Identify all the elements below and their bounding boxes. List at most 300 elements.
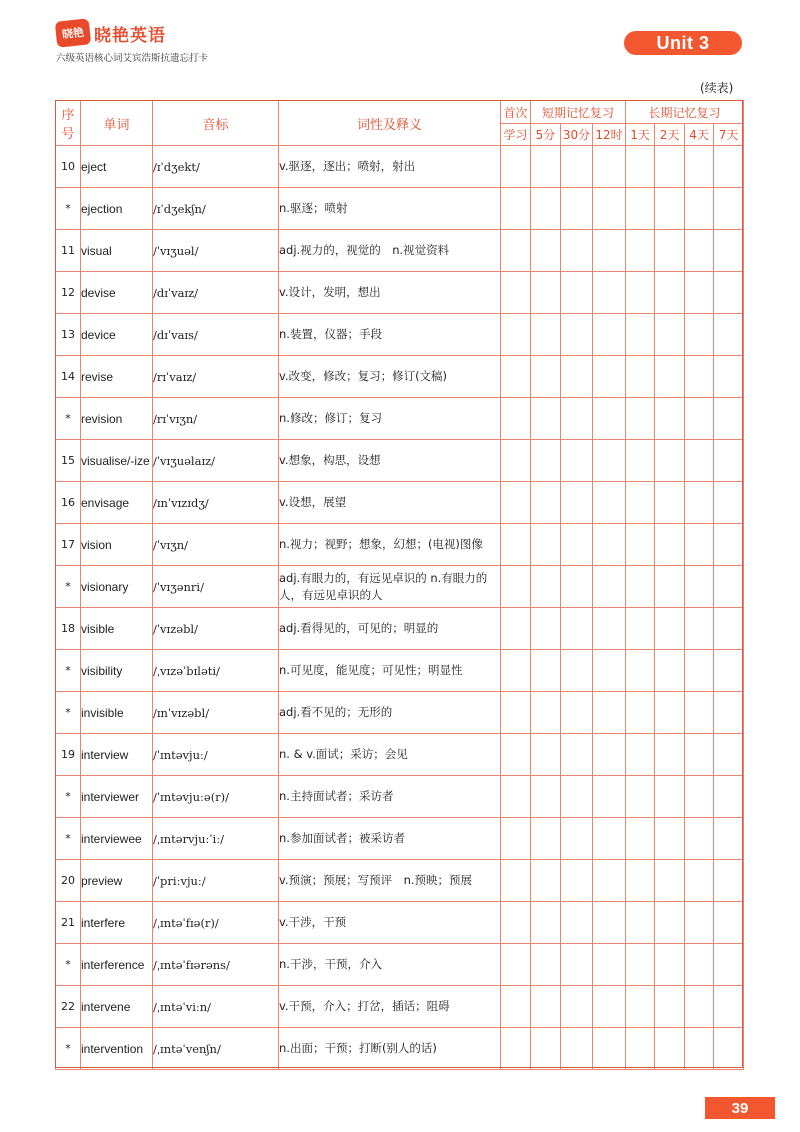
review-checkbox-cell[interactable] [501, 566, 531, 608]
review-checkbox-cell[interactable] [501, 860, 531, 902]
row-phonetic: /ɪnˈvɪzəbl/ [153, 692, 279, 734]
review-checkbox-cell[interactable] [593, 860, 626, 902]
review-checkbox-cell[interactable] [501, 608, 531, 650]
unit-badge: Unit 3 [624, 31, 742, 55]
brand-logo [56, 20, 166, 46]
review-checkbox-cell[interactable] [655, 482, 685, 524]
table-row [56, 146, 744, 188]
review-checkbox-cell[interactable] [685, 146, 714, 188]
review-checkbox-cell[interactable] [655, 230, 685, 272]
review-checkbox-cell[interactable] [531, 986, 561, 1028]
table-row [56, 734, 744, 776]
review-checkbox-cell[interactable] [714, 482, 744, 524]
header-5min: 5分 [531, 124, 561, 146]
review-checkbox-cell[interactable] [531, 440, 561, 482]
row-phonetic: /ˌvɪzəˈbɪləti/ [153, 650, 279, 692]
row-phonetic: /ˌɪntəˈvenʃn/ [153, 1028, 279, 1070]
review-checkbox-cell[interactable] [501, 776, 531, 818]
review-checkbox-cell[interactable] [593, 776, 626, 818]
review-checkbox-cell[interactable] [593, 146, 626, 188]
row-number: 20 [56, 860, 81, 902]
table-row [56, 440, 744, 482]
table-row [56, 482, 744, 524]
review-checkbox-cell[interactable] [714, 272, 744, 314]
review-checkbox-cell[interactable] [501, 440, 531, 482]
brand-name: 晓艳英语 [94, 25, 166, 46]
table-row [56, 776, 744, 818]
review-checkbox-cell[interactable] [561, 188, 593, 230]
review-checkbox-cell[interactable] [626, 314, 655, 356]
review-checkbox-cell[interactable] [593, 356, 626, 398]
table-row [56, 1028, 744, 1070]
review-checkbox-cell[interactable] [531, 524, 561, 566]
review-checkbox-cell[interactable] [714, 776, 744, 818]
table-row [56, 356, 744, 398]
row-phonetic: /ˌɪntərvjuːˈiː/ [153, 818, 279, 860]
review-checkbox-cell[interactable] [685, 608, 714, 650]
row-meaning: n. & v.面试；采访；会见 [279, 734, 501, 776]
review-checkbox-cell[interactable] [626, 440, 655, 482]
review-checkbox-cell[interactable] [593, 608, 626, 650]
table-row [56, 608, 744, 650]
review-checkbox-cell[interactable] [501, 188, 531, 230]
review-checkbox-cell[interactable] [561, 818, 593, 860]
review-checkbox-cell[interactable] [626, 566, 655, 608]
header-first-study: 学习 [501, 124, 531, 146]
review-checkbox-cell[interactable] [501, 482, 531, 524]
review-checkbox-cell[interactable] [593, 398, 626, 440]
review-checkbox-cell[interactable] [561, 986, 593, 1028]
review-checkbox-cell[interactable] [593, 188, 626, 230]
review-checkbox-cell[interactable] [501, 986, 531, 1028]
review-checkbox-cell[interactable] [531, 188, 561, 230]
review-checkbox-cell[interactable] [714, 314, 744, 356]
review-checkbox-cell[interactable] [626, 818, 655, 860]
review-checkbox-cell[interactable] [626, 356, 655, 398]
review-checkbox-cell[interactable] [655, 986, 685, 1028]
row-word: visualise/-ize [81, 440, 153, 482]
row-phonetic: /ˈpriːvjuː/ [153, 860, 279, 902]
review-checkbox-cell[interactable] [593, 692, 626, 734]
row-phonetic: /ˈvɪʒuəl/ [153, 230, 279, 272]
row-number: * [56, 944, 81, 986]
row-phonetic: /ɪˈdʒekt/ [153, 146, 279, 188]
review-checkbox-cell[interactable] [655, 314, 685, 356]
review-checkbox-cell[interactable] [593, 986, 626, 1028]
review-checkbox-cell[interactable] [593, 734, 626, 776]
row-phonetic: /dɪˈvaɪz/ [153, 272, 279, 314]
row-word: interference [81, 944, 153, 986]
header-short-term: 短期记忆复习 [531, 101, 626, 124]
review-checkbox-cell[interactable] [685, 566, 714, 608]
table-row [56, 902, 744, 944]
review-checkbox-cell[interactable] [561, 734, 593, 776]
review-checkbox-cell[interactable] [593, 230, 626, 272]
review-checkbox-cell[interactable] [593, 1028, 626, 1070]
review-checkbox-cell[interactable] [593, 524, 626, 566]
table-row [56, 986, 744, 1028]
review-checkbox-cell[interactable] [501, 902, 531, 944]
review-checkbox-cell[interactable] [685, 482, 714, 524]
review-checkbox-cell[interactable] [626, 398, 655, 440]
row-phonetic: /dɪˈvaɪs/ [153, 314, 279, 356]
row-meaning: adj.看得见的，可见的；明显的 [279, 608, 501, 650]
row-word: interfere [81, 902, 153, 944]
row-meaning: n.修改；修订；复习 [279, 398, 501, 440]
review-checkbox-cell[interactable] [626, 734, 655, 776]
table-row [56, 188, 744, 230]
row-phonetic: /ˌɪntəˈfɪərəns/ [153, 944, 279, 986]
review-checkbox-cell[interactable] [561, 692, 593, 734]
header-word: 单词 [81, 101, 153, 146]
review-checkbox-cell[interactable] [655, 440, 685, 482]
row-word: intervention [81, 1028, 153, 1070]
header-seq: 序号 [56, 101, 81, 146]
row-meaning: n.装置，仪器；手段 [279, 314, 501, 356]
table-row [56, 692, 744, 734]
row-meaning: n.参加面试者；被采访者 [279, 818, 501, 860]
row-number: 19 [56, 734, 81, 776]
row-phonetic: /ɪnˈvɪzɪdʒ/ [153, 482, 279, 524]
review-checkbox-cell[interactable] [714, 902, 744, 944]
table-row [56, 524, 744, 566]
row-word: interviewee [81, 818, 153, 860]
review-checkbox-cell[interactable] [655, 734, 685, 776]
row-number: 18 [56, 608, 81, 650]
review-checkbox-cell[interactable] [561, 944, 593, 986]
review-checkbox-cell[interactable] [655, 608, 685, 650]
review-checkbox-cell[interactable] [626, 650, 655, 692]
review-checkbox-cell[interactable] [714, 230, 744, 272]
review-checkbox-cell[interactable] [655, 398, 685, 440]
review-checkbox-cell[interactable] [714, 944, 744, 986]
row-meaning: v.干涉，干预 [279, 902, 501, 944]
review-checkbox-cell[interactable] [593, 566, 626, 608]
review-checkbox-cell[interactable] [685, 776, 714, 818]
review-checkbox-cell[interactable] [714, 398, 744, 440]
review-checkbox-cell[interactable] [561, 314, 593, 356]
review-checkbox-cell[interactable] [561, 440, 593, 482]
review-checkbox-cell[interactable] [561, 356, 593, 398]
review-checkbox-cell[interactable] [501, 1028, 531, 1070]
review-checkbox-cell[interactable] [714, 650, 744, 692]
review-checkbox-cell[interactable] [593, 944, 626, 986]
review-checkbox-cell[interactable] [685, 272, 714, 314]
review-checkbox-cell[interactable] [626, 146, 655, 188]
review-checkbox-cell[interactable] [593, 272, 626, 314]
row-number: 22 [56, 986, 81, 1028]
review-checkbox-cell[interactable] [501, 146, 531, 188]
review-checkbox-cell[interactable] [626, 482, 655, 524]
row-word: visionary [81, 566, 153, 608]
table-row [56, 944, 744, 986]
review-checkbox-cell[interactable] [626, 1028, 655, 1070]
review-checkbox-cell[interactable] [531, 398, 561, 440]
row-phonetic: /ˌɪntəˈfɪə(r)/ [153, 902, 279, 944]
row-number: 10 [56, 146, 81, 188]
header-2day: 2天 [655, 124, 685, 146]
table-row [56, 650, 744, 692]
review-checkbox-cell[interactable] [685, 356, 714, 398]
row-phonetic: /ˈɪntəvjuːə(r)/ [153, 776, 279, 818]
continued-label: (续表) [700, 81, 734, 95]
row-phonetic: /rɪˈvaɪz/ [153, 356, 279, 398]
review-checkbox-cell[interactable] [655, 776, 685, 818]
review-checkbox-cell[interactable] [626, 230, 655, 272]
row-phonetic: /ˈvɪʒənri/ [153, 566, 279, 608]
review-checkbox-cell[interactable] [531, 482, 561, 524]
row-number: 13 [56, 314, 81, 356]
row-number: 16 [56, 482, 81, 524]
row-number: * [56, 776, 81, 818]
review-checkbox-cell[interactable] [714, 860, 744, 902]
review-checkbox-cell[interactable] [685, 692, 714, 734]
review-checkbox-cell[interactable] [714, 566, 744, 608]
row-word: intervene [81, 986, 153, 1028]
review-checkbox-cell[interactable] [714, 440, 744, 482]
review-checkbox-cell[interactable] [685, 440, 714, 482]
table-row [56, 566, 744, 608]
review-checkbox-cell[interactable] [531, 650, 561, 692]
review-checkbox-cell[interactable] [561, 566, 593, 608]
review-checkbox-cell[interactable] [626, 272, 655, 314]
review-checkbox-cell[interactable] [655, 650, 685, 692]
row-meaning: n.干涉，干预，介入 [279, 944, 501, 986]
header-12hr: 12时 [593, 124, 626, 146]
row-word: invisible [81, 692, 153, 734]
review-checkbox-cell[interactable] [685, 188, 714, 230]
row-meaning: adj.有眼力的，有远见卓识的 n.有眼力的人，有远见卓识的人 [279, 566, 501, 608]
review-checkbox-cell[interactable] [626, 860, 655, 902]
review-checkbox-cell[interactable] [685, 524, 714, 566]
review-checkbox-cell[interactable] [655, 356, 685, 398]
review-checkbox-cell[interactable] [531, 1028, 561, 1070]
header-phonetic: 音标 [153, 101, 279, 146]
review-checkbox-cell[interactable] [561, 482, 593, 524]
row-number: 14 [56, 356, 81, 398]
row-phonetic: /ˈvɪʒn/ [153, 524, 279, 566]
row-meaning: n.驱逐；喷射 [279, 188, 501, 230]
row-word: visibility [81, 650, 153, 692]
review-checkbox-cell[interactable] [561, 146, 593, 188]
review-checkbox-cell[interactable] [655, 818, 685, 860]
review-checkbox-cell[interactable] [593, 440, 626, 482]
row-number: 17 [56, 524, 81, 566]
review-checkbox-cell[interactable] [531, 818, 561, 860]
review-checkbox-cell[interactable] [626, 986, 655, 1028]
review-checkbox-cell[interactable] [714, 188, 744, 230]
row-number: * [56, 650, 81, 692]
review-checkbox-cell[interactable] [685, 230, 714, 272]
row-number: * [56, 818, 81, 860]
review-checkbox-cell[interactable] [561, 398, 593, 440]
table-row [56, 398, 744, 440]
review-checkbox-cell[interactable] [685, 398, 714, 440]
row-meaning: v.改变，修改；复习；修订(文稿) [279, 356, 501, 398]
table-row [56, 272, 744, 314]
review-checkbox-cell[interactable] [714, 608, 744, 650]
review-checkbox-cell[interactable] [655, 188, 685, 230]
review-checkbox-cell[interactable] [685, 944, 714, 986]
review-checkbox-cell[interactable] [714, 986, 744, 1028]
review-checkbox-cell[interactable] [561, 524, 593, 566]
review-checkbox-cell[interactable] [501, 818, 531, 860]
review-checkbox-cell[interactable] [561, 860, 593, 902]
table-row [56, 314, 744, 356]
review-checkbox-cell[interactable] [531, 230, 561, 272]
review-checkbox-cell[interactable] [501, 524, 531, 566]
review-checkbox-cell[interactable] [531, 314, 561, 356]
review-checkbox-cell[interactable] [531, 272, 561, 314]
review-checkbox-cell[interactable] [714, 356, 744, 398]
review-checkbox-cell[interactable] [714, 524, 744, 566]
review-checkbox-cell[interactable] [626, 608, 655, 650]
review-checkbox-cell[interactable] [685, 818, 714, 860]
review-checkbox-cell[interactable] [655, 524, 685, 566]
logo-badge-icon: 晓艳 [55, 18, 92, 47]
row-number: 15 [56, 440, 81, 482]
review-checkbox-cell[interactable] [593, 818, 626, 860]
review-checkbox-cell[interactable] [531, 608, 561, 650]
row-phonetic: /ˈvɪzəbl/ [153, 608, 279, 650]
header-1day: 1天 [626, 124, 655, 146]
row-word: revision [81, 398, 153, 440]
review-checkbox-cell[interactable] [685, 1028, 714, 1070]
row-meaning: v.干预，介入；打岔，插话；阻碍 [279, 986, 501, 1028]
row-word: revise [81, 356, 153, 398]
review-checkbox-cell[interactable] [655, 860, 685, 902]
review-checkbox-cell[interactable] [685, 902, 714, 944]
review-checkbox-cell[interactable] [714, 1028, 744, 1070]
vocab-table [55, 100, 744, 1070]
review-checkbox-cell[interactable] [655, 146, 685, 188]
review-checkbox-cell[interactable] [501, 398, 531, 440]
review-checkbox-cell[interactable] [501, 230, 531, 272]
row-meaning: v.设计，发明，想出 [279, 272, 501, 314]
table-header-row [56, 101, 744, 124]
row-word: eject [81, 146, 153, 188]
review-checkbox-cell[interactable] [685, 986, 714, 1028]
row-number: * [56, 188, 81, 230]
review-checkbox-cell[interactable] [714, 692, 744, 734]
review-checkbox-cell[interactable] [531, 776, 561, 818]
review-checkbox-cell[interactable] [626, 692, 655, 734]
row-meaning: v.驱逐，逐出；喷射，射出 [279, 146, 501, 188]
review-checkbox-cell[interactable] [655, 902, 685, 944]
row-number: 11 [56, 230, 81, 272]
book-subtitle: 六级英语核心词艾宾浩斯抗遗忘打卡 [56, 53, 209, 64]
row-word: devise [81, 272, 153, 314]
review-checkbox-cell[interactable] [501, 314, 531, 356]
row-number: 12 [56, 272, 81, 314]
row-word: vision [81, 524, 153, 566]
review-checkbox-cell[interactable] [531, 944, 561, 986]
row-word: envisage [81, 482, 153, 524]
review-checkbox-cell[interactable] [561, 1028, 593, 1070]
row-phonetic: /ˈɪntəvjuː/ [153, 734, 279, 776]
review-checkbox-cell[interactable] [501, 692, 531, 734]
header-30min: 30分 [561, 124, 593, 146]
review-checkbox-cell[interactable] [685, 734, 714, 776]
row-number: 21 [56, 902, 81, 944]
row-word: device [81, 314, 153, 356]
review-checkbox-cell[interactable] [685, 860, 714, 902]
review-checkbox-cell[interactable] [561, 272, 593, 314]
header-7day: 7天 [714, 124, 744, 146]
review-checkbox-cell[interactable] [561, 608, 593, 650]
review-checkbox-cell[interactable] [714, 818, 744, 860]
review-checkbox-cell[interactable] [501, 272, 531, 314]
review-checkbox-cell[interactable] [593, 482, 626, 524]
review-checkbox-cell[interactable] [655, 1028, 685, 1070]
row-meaning: v.设想，展望 [279, 482, 501, 524]
review-checkbox-cell[interactable] [531, 692, 561, 734]
review-checkbox-cell[interactable] [626, 776, 655, 818]
review-checkbox-cell[interactable] [561, 776, 593, 818]
review-checkbox-cell[interactable] [714, 146, 744, 188]
review-checkbox-cell[interactable] [531, 734, 561, 776]
review-checkbox-cell[interactable] [685, 650, 714, 692]
review-checkbox-cell[interactable] [626, 188, 655, 230]
row-meaning: v.预演；预展；写预评 n.预映；预展 [279, 860, 501, 902]
table-row [56, 860, 744, 902]
review-checkbox-cell[interactable] [531, 860, 561, 902]
review-checkbox-cell[interactable] [561, 230, 593, 272]
review-checkbox-cell[interactable] [501, 650, 531, 692]
review-checkbox-cell[interactable] [626, 944, 655, 986]
review-checkbox-cell[interactable] [714, 734, 744, 776]
row-word: preview [81, 860, 153, 902]
review-checkbox-cell[interactable] [655, 944, 685, 986]
row-phonetic: /ˌɪntəˈviːn/ [153, 986, 279, 1028]
review-checkbox-cell[interactable] [655, 566, 685, 608]
row-number: * [56, 692, 81, 734]
review-checkbox-cell[interactable] [626, 902, 655, 944]
review-checkbox-cell[interactable] [501, 356, 531, 398]
row-word: visual [81, 230, 153, 272]
row-meaning: n.主持面试者；采访者 [279, 776, 501, 818]
row-word: visible [81, 608, 153, 650]
review-checkbox-cell[interactable] [655, 692, 685, 734]
row-phonetic: /ɪˈdʒekʃn/ [153, 188, 279, 230]
review-checkbox-cell[interactable] [593, 902, 626, 944]
row-number: * [56, 1028, 81, 1070]
review-checkbox-cell[interactable] [655, 272, 685, 314]
row-number: * [56, 566, 81, 608]
header-long-term: 长期记忆复习 [626, 101, 744, 124]
review-checkbox-cell[interactable] [561, 650, 593, 692]
review-checkbox-cell[interactable] [685, 314, 714, 356]
review-checkbox-cell[interactable] [561, 902, 593, 944]
row-word: interviewer [81, 776, 153, 818]
row-meaning: adj.看不见的；无形的 [279, 692, 501, 734]
row-word: interview [81, 734, 153, 776]
header-meaning: 词性及释义 [279, 101, 501, 146]
review-checkbox-cell[interactable] [531, 146, 561, 188]
review-checkbox-cell[interactable] [626, 524, 655, 566]
review-checkbox-cell[interactable] [531, 566, 561, 608]
review-checkbox-cell[interactable] [501, 944, 531, 986]
review-checkbox-cell[interactable] [501, 734, 531, 776]
row-phonetic: /ˈvɪʒuəlaɪz/ [153, 440, 279, 482]
table-row [56, 818, 744, 860]
table-row [56, 230, 744, 272]
review-checkbox-cell[interactable] [531, 356, 561, 398]
review-checkbox-cell[interactable] [593, 314, 626, 356]
row-phonetic: /rɪˈvɪʒn/ [153, 398, 279, 440]
review-checkbox-cell[interactable] [593, 650, 626, 692]
review-checkbox-cell[interactable] [531, 902, 561, 944]
